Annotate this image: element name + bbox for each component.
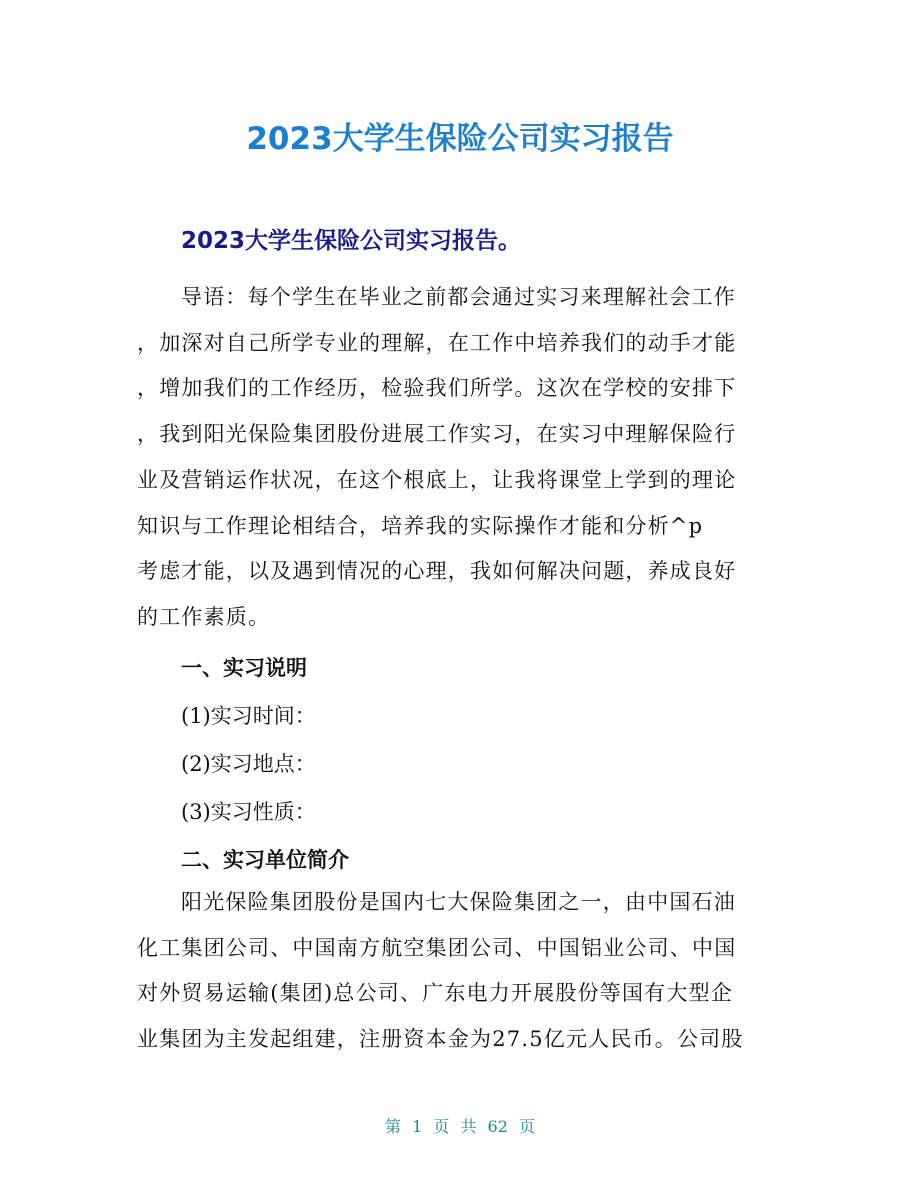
company-line: 阳光保险集团股份是国内七大保险集团之一，由中国石油 [181, 890, 736, 914]
intro-line: ，我到阳光保险集团股份进展工作实习，在实习中理解保险行 [137, 422, 737, 447]
section-heading-company: 二、实习单位简介 [181, 847, 349, 872]
intro-line: 的工作素质。 [137, 604, 271, 629]
item-nature: (3)实习性质： [181, 800, 316, 824]
document-subtitle: 2023大学生保险公司实习报告。 [181, 228, 522, 254]
intro-line: 业及营销运作状况，在这个根底上，让我将课堂上学到的理论 [137, 467, 737, 492]
intro-line: ，加深对自己所学专业的理解，在工作中培养我们的动手才能 [137, 330, 737, 355]
company-line: 化工集团公司、中国南方航空集团公司、中国铝业公司、中国 [137, 935, 737, 960]
company-line: 对外贸易运输(集团)总公司、广东电力开展股份等国有大型企 [137, 981, 733, 1006]
intro-line: 考虑才能，以及遇到情况的心理，我如何解决问题，养成良好 [137, 559, 737, 584]
item-time: (1)实习时间： [181, 704, 316, 728]
intro-line: 导语：每个学生在毕业之前都会通过实习来理解社会工作 [181, 285, 736, 309]
intro-line: 知识与工作理论相结合，培养我的实际操作才能和分析^p [137, 513, 704, 538]
intro-line: ，增加我们的工作经历，检验我们所学。这次在学校的安排下 [137, 376, 737, 401]
intro-paragraph [137, 275, 787, 641]
page-number: 第 1 页 共 62 页 [385, 1117, 535, 1136]
item-place: (2)实习地点： [181, 752, 316, 776]
company-line: 业集团为主发起组建，注册资本金为27.5亿元人民币。公司股 [137, 1027, 744, 1052]
company-paragraph [137, 880, 787, 1063]
document-title: 2023大学生保险公司实习报告 [246, 121, 674, 157]
section-heading-internship: 一、实习说明 [181, 655, 307, 680]
